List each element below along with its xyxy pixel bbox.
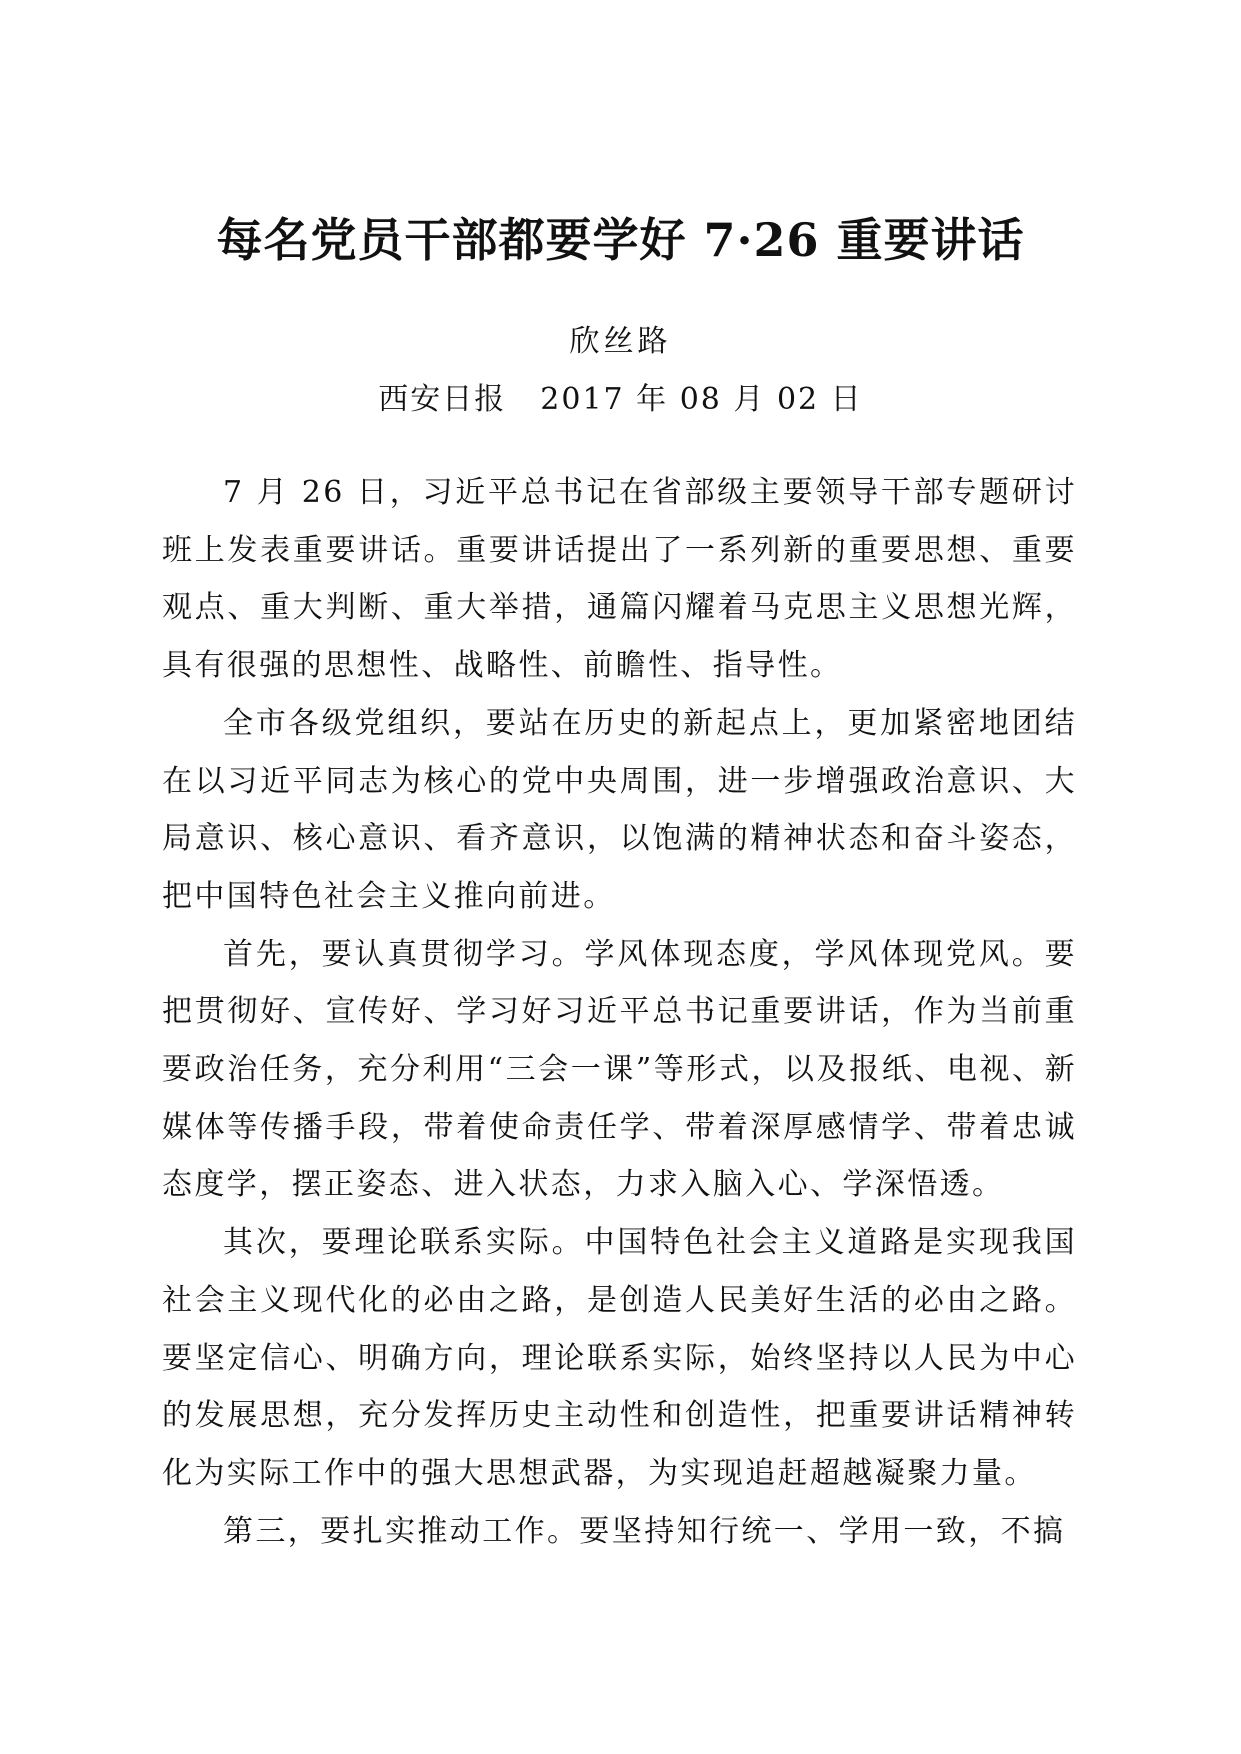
- paragraph: 全市各级党组织，要站在历史的新起点上，更加紧密地团结在以习近平同志为核心的党中央周围，进一步增强政治意识、大局意识、核心意识、看齐意识，以饱满的精神状态和奋斗姿态，把中国特色社会主义推向前进。: [162, 705, 1077, 914]
- source-paper: 西安日报: [378, 382, 507, 417]
- article-title: 每名党员干部都要学好 7·26 重要讲话: [216, 213, 1025, 267]
- article-body: [162, 464, 1077, 1560]
- paragraph: 7 月 26 日，习近平总书记在省部级主要领导干部专题研讨班上发表重要讲话。重要讲话提出了一系列新的重要思想、重要观点、重大判断、重大举措，通篇闪耀着马克思主义思想光辉，具有很强的思想性、战略性、前瞻性、指导性。: [162, 475, 1077, 684]
- paragraph: 第三，要扎实推动工作。要坚持知行统一、学用一致，不搞: [223, 1513, 1066, 1549]
- paragraph: 其次，要理论联系实际。中国特色社会主义道路是实现我国社会主义现代化的必由之路，是创造人民美好生活的必由之路。要坚定信心、明确方向，理论联系实际，始终坚持以人民为中心的发展思想，充分发挥历史主动性和创造性，把重要讲话精神转化为实际工作中的强大思想武器，为实现追赶超越凝聚力量。: [162, 1225, 1077, 1491]
- article-author: 欣丝路: [569, 324, 672, 359]
- article-source: [0, 380, 1241, 420]
- paragraph: 首先，要认真贯彻学习。学风体现态度，学风体现党风。要把贯彻好、宣传好、学习好习近平总书记重要讲话，作为当前重要政治任务，充分利用“三会一课”等形式，以及报纸、电视、新媒体等传播手段，带着使命责任学、带着深厚感情学、带着忠诚态度学，摆正姿态、进入状态，力求入脑入心、学深悟透。: [162, 936, 1077, 1203]
- source-date: 2017 年 08 月 02 日: [540, 382, 863, 417]
